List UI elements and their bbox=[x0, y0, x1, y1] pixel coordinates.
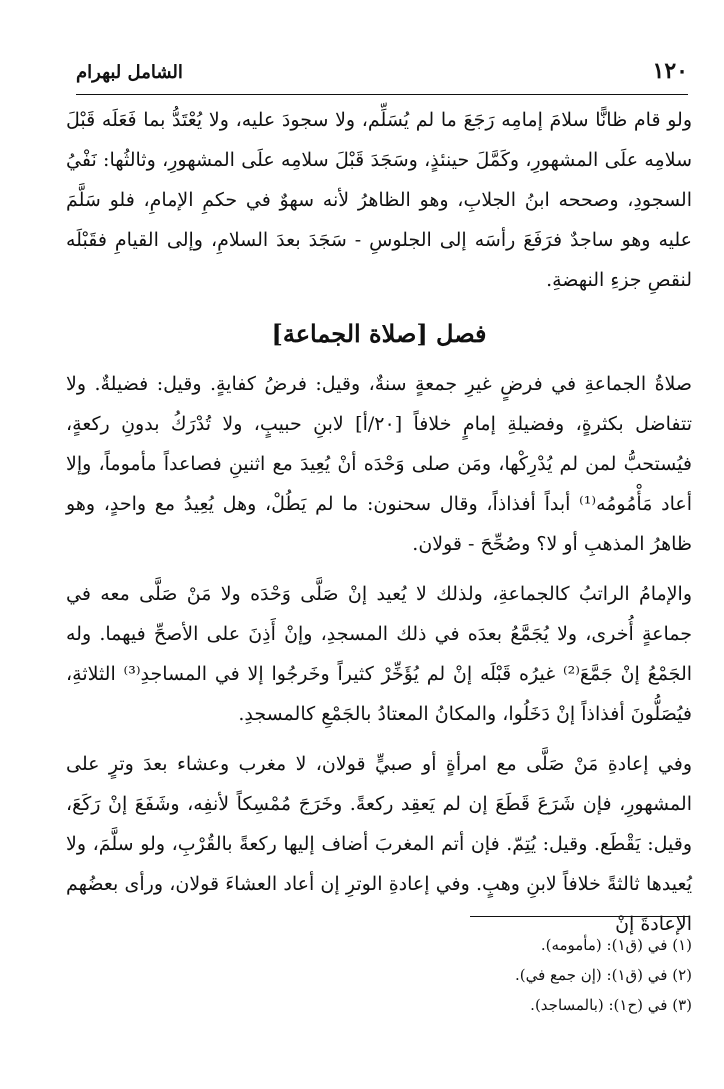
paragraph: ولو قام ظانًّا سلامَ إمامِه رَجَعَ ما لم يُسَلِّم، ولا سجودَ عليه، ولا يُعْتَدُّ بما فَعَلَه قَبْلَ سلامِه علَى المشهورِ، وكَمَّلَ حينئذٍ، وسَجَدَ قَبْلَ سلامِه علَى المشهورِ، وثالثُها: نَفْيُ السجودِ، وصححه ابنُ الجلابِ، وهو الظاهرُ لأنه سهوٌ في حكمِ الإمامِ، فلو سَلَّمَ عليه وهو ساجدٌ فرَفَعَ رأسَه إلى الجلوسِ - سَجَدَ بعدَ السلامِ، وإلى القيامِ فقَبْلَه لنقصِ جزءِ النهضةِ. bbox=[66, 109, 692, 291]
paragraph: والإمامُ الراتبُ كالجماعةِ، ولذلك لا يُعيد إنْ صَلَّى وَحْدَه ولا مَنْ صَلَّى معه في جماعةٍ أُخرى، ولا يُجَمَّعُ بعدَه في ذلك المسجدِ، وإنْ أَذِنَ على الأصحِّ فيهما. وله الجَمْعُ إنْ جَمَّعَ⁽²⁾ غيرُه قَبْلَه إنْ لم يُؤَخِّرْ كثيراً وخَرجُوا إلا في المساجدِ⁽³⁾ الثلاثةِ، فيُصَلُّونَ أفذاذاً إنْ دَخَلُوا، والمكانُ المعتادُ بالجَمْعِ كالمسجدِ. bbox=[66, 583, 693, 725]
footnote: (١) في (ق١): (مأمومه). bbox=[540, 936, 692, 954]
footnotes bbox=[66, 930, 692, 1020]
paragraph: وفي إعادةِ مَنْ صَلَّى مع امرأةٍ أو صبيٍّ قولان، لا مغرب وعشاء بعدَ وترٍ على المشهورِ، فإن شَرَعَ قَطَعَ إن لم يَعقِد ركعةً. وخَرَجَ مُمْسِكاً لأنفِه، وشَفَعَ إنْ رَكَعَ، وقيل: يَقْطَع. وقيل: يُتِمّ. فإن أتم المغربَ أضاف إليها ركعةً بالقُرْبِ، ولو سلَّمَ، ولا يُعيدها ثالثةً خلافاً لابنِ وهبٍ. وفي إعادةِ الوترِ إن أعاد العشاءَ قولان، ورأى بعضُهم الإعادةَ إنْ bbox=[66, 753, 692, 935]
page-number: ١٢٠ bbox=[652, 58, 688, 84]
header-divider bbox=[76, 94, 688, 95]
footnote: (٣) في (ح١): (بالمساجد). bbox=[530, 996, 692, 1014]
footnote: (٢) في (ق١): (إن جمع في). bbox=[514, 966, 692, 984]
footnote-divider bbox=[470, 916, 690, 917]
page-header bbox=[76, 52, 688, 92]
running-title: الشامل لبهرام bbox=[76, 62, 183, 83]
main-text bbox=[66, 100, 692, 944]
section-heading: فصل [صلاة الجماعة] bbox=[271, 319, 487, 348]
paragraph: صلاةُ الجماعةِ في فرضٍ غيرِ جمعةٍ سنةٌ، وقيل: فرضُ كفايةٍ. وقيل: فضيلةٌ. ولا تتفاضل بكثرةٍ، وفضيلةِ إمامٍ خلافاً [٢٠/أ] لابنِ حبيبٍ، ولا تُدْرَكُ بدونِ ركعةٍ، فيُستحبُّ لمن لم يُدْرِكْها، ومَن صلى وَحْدَه أنْ يُعِيدَ مع اثنينِ فصاعداً مأموماً، وإلا أعاد مَأْمُومُه⁽¹⁾ أبداً أفذاذاً، وقال سحنون: ما لم يَطُلْ، وهل يُعِيدُ مع واحدٍ، وهو ظاهرُ المذهبِ أو لا؟ وصُحِّحَ - قولان. bbox=[66, 373, 693, 555]
